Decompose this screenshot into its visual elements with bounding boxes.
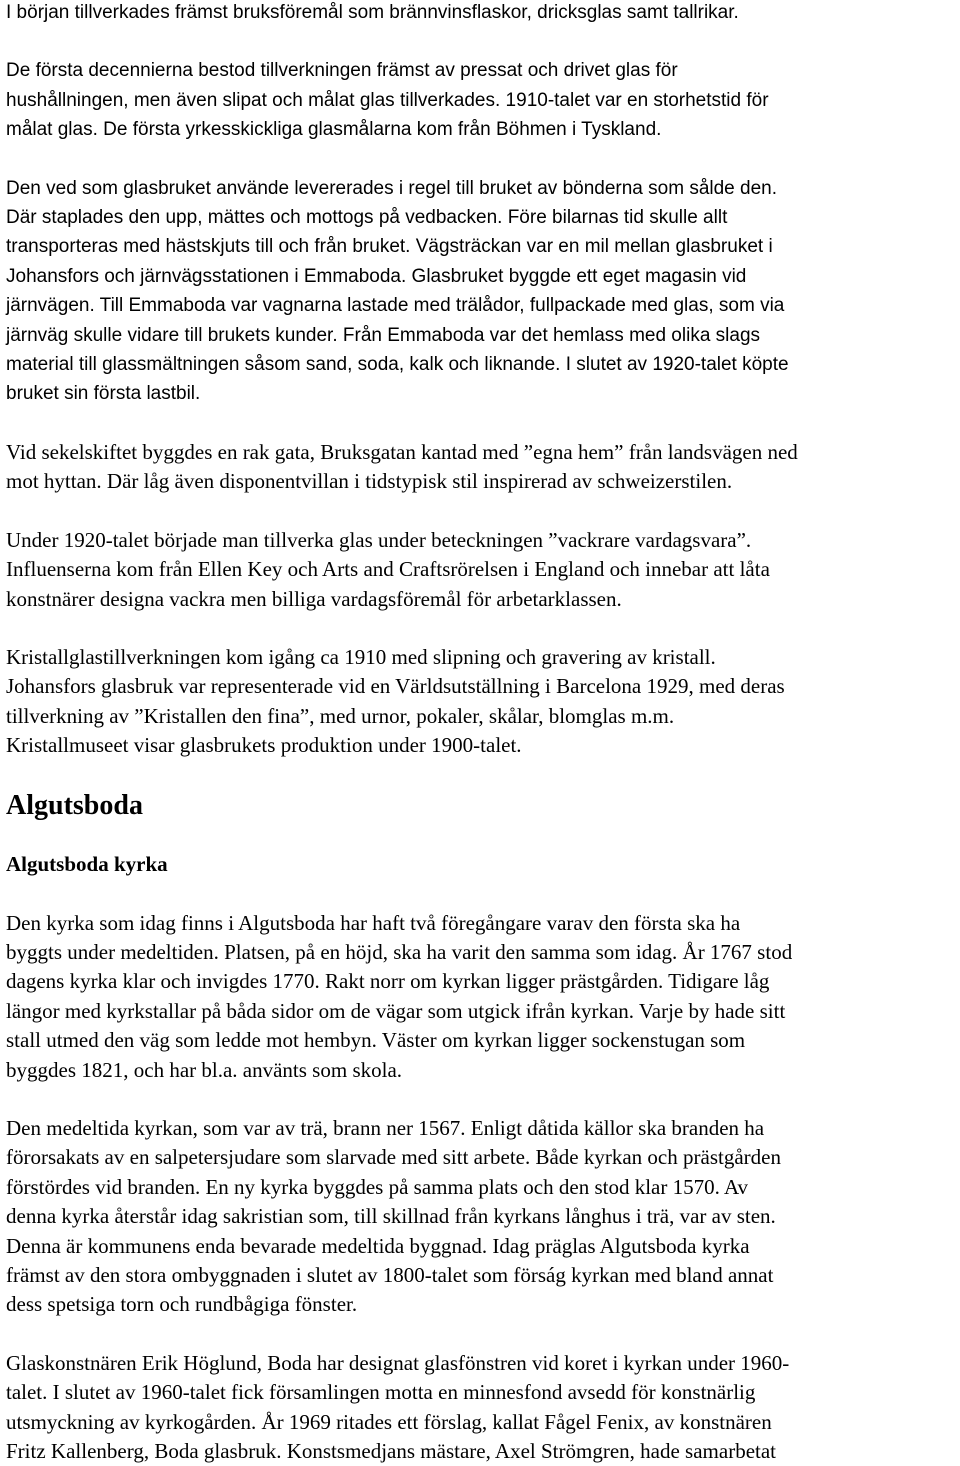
text-line: byggts under medeltiden. Platsen, på en höjd, ska ha varit den samma som idag. År 1767 stod <box>6 939 793 964</box>
text-line: Glaskonstnären Erik Höglund, Boda har designat glasfönstren vid koret i kyrkan under 1960- <box>6 1350 790 1375</box>
text-line: Vid sekelskiftet byggdes en rak gata, Bruksgatan kantad med ”egna hem” från landsvägen ned <box>6 439 798 464</box>
text-line: Den kyrka som idag finns i Algutsboda har haft två föregångare varav den första ska ha <box>6 910 741 935</box>
text-line: Denna är kommunens enda bevarade medeltida byggnad. Idag präglas Algutsboda kyrka <box>6 1233 750 1258</box>
paragraph-wood-transport <box>6 174 956 409</box>
text-line: denna kyrka återstår idag sakristian som, till skillnad från kyrkans långhus i trä, var av sten. <box>6 1204 776 1229</box>
text-line: Där staplades den upp, mättes och mottogs på vedbacken. Före bilarnas tid skulle allt <box>6 207 728 229</box>
text-line: järnvägen. Till Emmaboda var vagnarna lastade med trälådor, fullpackade med glas, som via <box>6 295 785 317</box>
text-line: förorsakats av en salpetersjudare som slarvade med sitt arbete. Både kyrkan och prästgården <box>6 1145 781 1170</box>
text-line: Kristallmuseet visar glasbrukets produktion under 1900-talet. <box>6 733 522 758</box>
paragraph-vackrare-vardagsvara <box>6 526 956 614</box>
text-line: mot hyttan. Där låg även disponentvillan i tidstypisk stil inspirerad av schweizerstilen. <box>6 469 733 494</box>
text-line: konstnärer designa vackra men billiga vardagsföremål för arbetarklassen. <box>6 586 622 611</box>
text-line: De första decennierna bestod tillverkningen främst av pressat och drivet glas för <box>6 60 678 82</box>
paragraph-medieval-church <box>6 1114 956 1320</box>
heading-algutsboda-kyrka: Algutsboda kyrka <box>6 851 168 876</box>
text-line: förstördes vid branden. En ny kyrka byggdes på samma plats och den stod klar 1570. Av <box>6 1174 749 1199</box>
text-line: stall utmed den väg som ledde mot hembyn. Väster om kyrkan ligger sockenstugan som <box>6 1028 746 1053</box>
text-line: utsmyckning av kyrkogården. År 1969 ritades ett förslag, kallat Fågel Fenix, av konstnären <box>6 1409 772 1434</box>
text-line: främst av den stora ombyggnaden i slutet av 1800-talet som förság kyrkan med bland annat <box>6 1263 774 1287</box>
text-line: Influenserna kom från Ellen Key och Arts and Craftsrörelsen i England och innebar att låta <box>6 557 770 582</box>
text-line: järnväg skulle vidare till brukets kunder. Från Emmaboda var det hemlass med olika slags <box>6 324 761 346</box>
text-line: dess spetsiga torn och rundbågiga fönster. <box>6 1292 358 1317</box>
text-line: talet. I slutet av 1960-talet fick församlingen motta en minnesfond avsedd för konstnärlig <box>6 1380 756 1405</box>
text-line: byggdes 1821, och har bl.a. använts som skola. <box>6 1057 403 1082</box>
text-line: Den ved som glasbruket använde levererades i regel till bruket av bönderna som sålde den. <box>6 177 778 199</box>
text-line: I början tillverkades främst bruksföremål som brännvinsflaskor, dricksglas samt tallrikar. <box>6 2 739 23</box>
paragraph-kristall <box>6 643 956 761</box>
paragraph-intro <box>6 0 956 27</box>
text-line: Johansfors glasbruk var representerade vid en Världsutställning i Barcelona 1929, med deras <box>6 674 785 699</box>
paragraph-glass-windows <box>6 1349 956 1466</box>
document-page <box>6 0 956 1466</box>
text-line: tillverkning av ”Kristallen den fina”, med urnor, pokaler, skålar, blomglas m.m. <box>6 703 675 728</box>
paragraph-church-history <box>6 909 956 1085</box>
paragraph-bruksgatan <box>6 438 956 497</box>
text-line: Under 1920-talet började man tillverka glas under beteckningen ”vackrare vardagsvara”. <box>6 527 752 552</box>
text-line: Fritz Kallenberg, Boda glasbruk. Konstsmedjans mästare, Axel Strömgren, hade samarbetat <box>6 1439 777 1464</box>
text-line: Johansfors och järnvägsstationen i Emmaboda. Glasbruket byggde ett eget magasin vid <box>6 265 747 287</box>
text-line: hushållningen, men även slipat och målat glas tillverkades. 1910-talet var en storhetstid för <box>6 89 769 111</box>
text-line: Den medeltida kyrkan, som var av trä, brann ner 1567. Enligt dåtida källor ska branden ha <box>6 1115 765 1140</box>
text-line: material till glassmältningen såsom sand, soda, kalk och liknande. I slutet av 1920-talet köpte <box>6 354 789 376</box>
heading-algutsboda: Algutsboda <box>6 789 143 821</box>
text-line: målat glas. De första yrkesskickliga glasmålarna kom från Böhmen i Tyskland. <box>6 119 662 141</box>
text-line: transporteras med hästskjuts till och från bruket. Vägsträckan var en mil mellan glasbruket i <box>6 236 773 258</box>
text-line: dagens kyrka klar och invigdes 1770. Rakt norr om kyrkan ligger prästgården. Tidigare låg <box>6 969 770 994</box>
text-line: Kristallglastillverkningen kom igång ca 1910 med slipning och gravering av kristall. <box>6 644 716 669</box>
paragraph-glass-production <box>6 56 956 144</box>
text-line: längor med kyrkstallar på båda sidor om de vägar som utgick ifrån kyrkan. Varje by hade sitt <box>6 998 786 1023</box>
text-line: bruket sin första lastbil. <box>6 383 201 405</box>
